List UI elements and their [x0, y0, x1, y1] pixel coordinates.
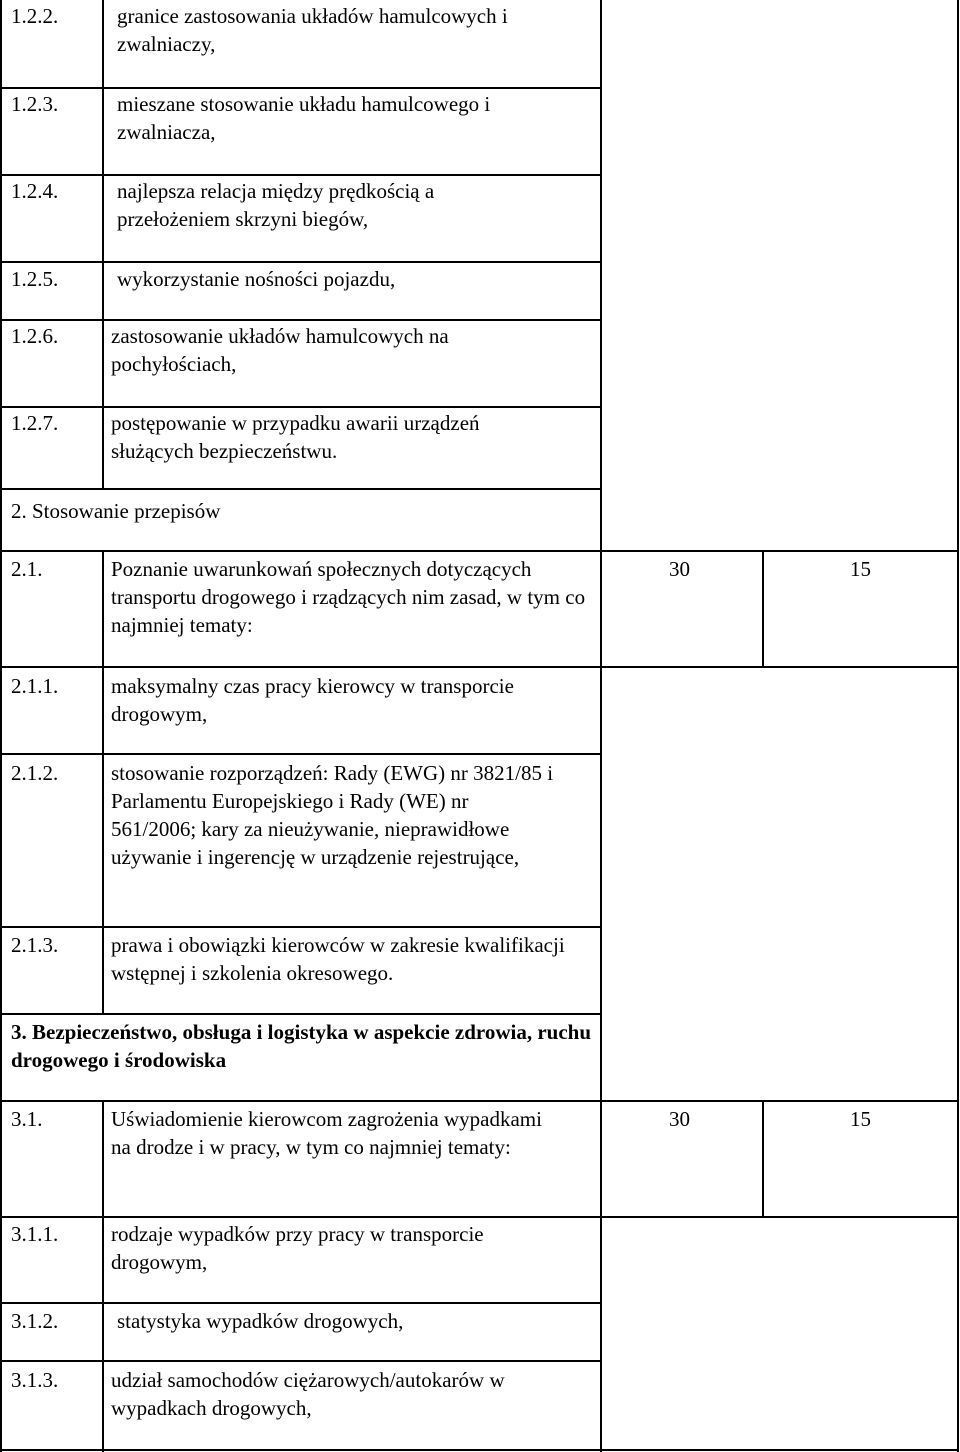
column-divider-text	[600, 0, 602, 1452]
item-text: statystyka wypadków drogowych,	[117, 1309, 404, 1333]
item-number: 2.1.2.	[11, 761, 59, 785]
table-border-left	[0, 0, 2, 1452]
item-number: 3.1.2.	[11, 1309, 59, 1333]
item-text: maksymalny czas pracy kierowcy w transporcie drogowym,	[111, 674, 514, 726]
row-divider	[0, 926, 600, 928]
item-text: stosowanie rozporządzeń: Rady (EWG) nr 3821/85 i Parlamentu Europejskiego i Rady (WE) nr 561/2006; kary za nieużywanie, nieprawidłowe używanie i ingerencję w urządzenie rejestrujące,	[111, 761, 554, 869]
row-divider	[0, 174, 600, 176]
row-divider	[0, 1013, 600, 1015]
hours-value: 30	[669, 557, 690, 581]
item-text: zastosowanie układów hamulcowych na pochyłościach,	[111, 324, 449, 376]
column-divider-number	[102, 1100, 104, 1452]
column-divider-number	[102, 0, 104, 488]
item-text: rodzaje wypadków przy pracy w transporcie drogowym,	[111, 1222, 484, 1274]
item-number: 1.2.4.	[11, 179, 59, 203]
column-divider-number	[102, 550, 104, 1013]
row-divider	[0, 261, 600, 263]
column-divider-hours	[762, 1100, 764, 1218]
row-divider	[0, 666, 957, 668]
section-heading: 2. Stosowanie przepisów	[11, 499, 221, 523]
row-divider	[0, 406, 600, 408]
column-divider-hours	[762, 550, 764, 668]
row-divider	[0, 1302, 600, 1304]
hours-value: 15	[850, 1107, 871, 1131]
row-divider	[0, 87, 600, 89]
item-text: wykorzystanie nośności pojazdu,	[117, 267, 396, 291]
row-divider	[0, 753, 600, 755]
item-number: 2.1.	[11, 557, 43, 581]
item-number: 1.2.2.	[11, 4, 59, 28]
item-number: 3.1.	[11, 1107, 43, 1131]
item-number: 2.1.3.	[11, 933, 59, 957]
row-divider	[0, 1216, 957, 1218]
item-number: 3.1.3.	[11, 1368, 59, 1392]
item-number: 1.2.5.	[11, 267, 59, 291]
section-heading: 3. Bezpieczeństwo, obsługa i logistyka w aspekcie zdrowia, ruchu drogowego i środowiska	[11, 1020, 592, 1072]
item-text: granice zastosowania układów hamulcowych i zwalniaczy,	[117, 4, 508, 56]
hours-value: 30	[669, 1107, 690, 1131]
item-number: 1.2.3.	[11, 92, 59, 116]
hours-value: 15	[850, 557, 871, 581]
item-number: 2.1.1.	[11, 674, 59, 698]
item-text: najlepsza relacja między prędkością a przełożeniem skrzyni biegów,	[117, 179, 435, 231]
table-border-right	[957, 0, 959, 1452]
table-border-bottom	[0, 1449, 957, 1451]
row-divider	[0, 319, 600, 321]
row-divider	[0, 1360, 600, 1362]
item-text: mieszane stosowanie układu hamulcowego i zwalniacza,	[117, 92, 491, 144]
item-text: Poznanie uwarunkowań społecznych dotyczących transportu drogowego i rządzących nim zasad, w tym co najmniej tematy:	[111, 557, 586, 637]
item-text: Uświadomienie kierowcom zagrożenia wypadkami na drodze i w pracy, w tym co najmniej tematy:	[111, 1107, 542, 1159]
item-text: postępowanie w przypadku awarii urządzeń służących bezpieczeństwu.	[111, 411, 480, 463]
row-divider	[0, 1100, 957, 1102]
row-divider	[0, 488, 600, 490]
row-divider	[0, 550, 957, 552]
item-text: udział samochodów ciężarowych/autokarów w wypadkach drogowych,	[111, 1368, 505, 1420]
item-number: 1.2.6.	[11, 324, 59, 348]
item-number: 3.1.1.	[11, 1222, 59, 1246]
item-number: 1.2.7.	[11, 411, 59, 435]
item-text: prawa i obowiązki kierowców w zakresie kwalifikacji wstępnej i szkolenia okresowego.	[111, 933, 565, 985]
